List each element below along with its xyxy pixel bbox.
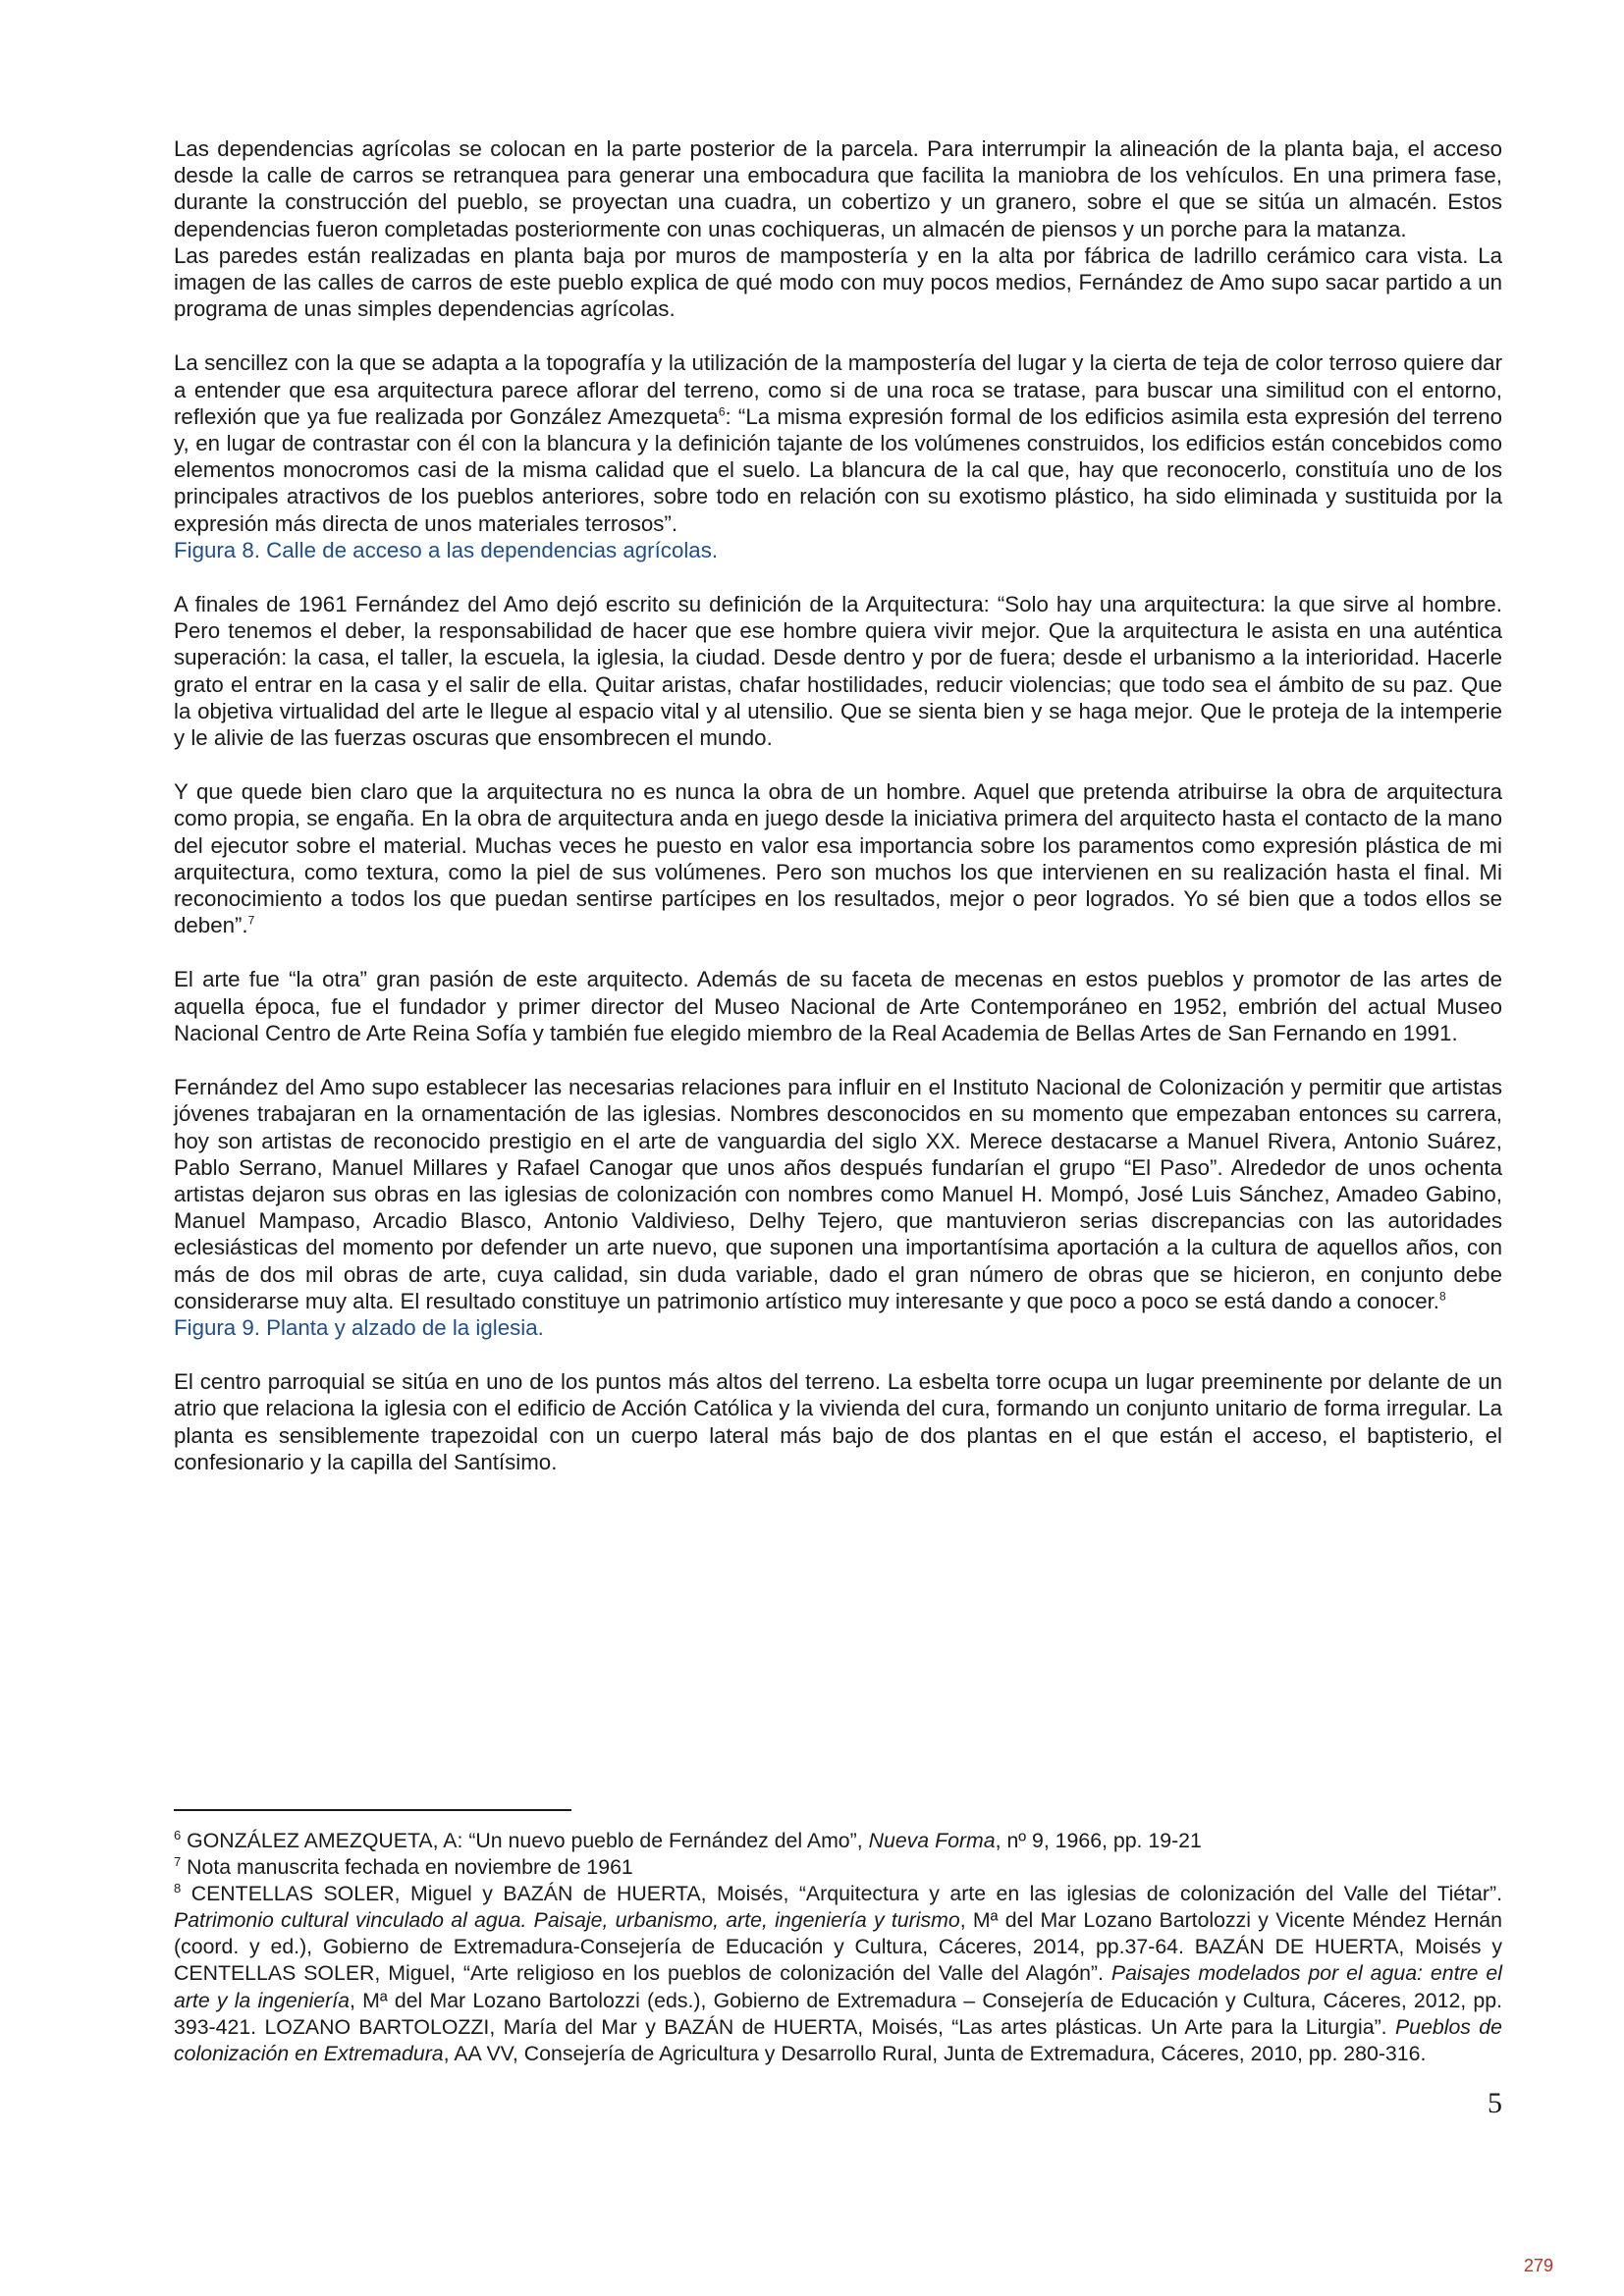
- paragraph: [174, 1074, 1502, 1314]
- footnote-number: 8: [174, 1881, 182, 1896]
- paragraph-text: : “La misma expresión formal de los edificios asimila esta expresión del terreno y, en lugar de contrastar con él con la blancura y la definición tajante de los volúmenes construidos, los edificios están concebidos como elementos monocromos casi de la misma calidad que el suelo. La blancura de la cal que, hay que reconocerlo, constituía uno de los principales atractivos de los pueblos anteriores, sobre todo en relación con su exotismo plástico, ha sido eliminada y sustituida por la expresión más directa de unos materiales terrosos”.: [174, 403, 1502, 536]
- body-text: [174, 135, 1502, 1475]
- paragraph: [174, 349, 1502, 536]
- page-number: 5: [1488, 2087, 1502, 2119]
- paragraph: Las dependencias agrícolas se colocan en la parte posterior de la parcela. Para interrumpir la alineación de la planta baja, el acceso desde la calle de carros se retranquea para generar una embocadura que facilita la maniobra de los vehículos. En una primera fase, durante la construcción del pueblo, se proyectan una cuadra, un cobertizo y un granero, sobre el que se sitúa un almacén. Estos dependencias fueron completadas posteriormente con unas cochiqueras, un almacén de piensos y un porche para la matanza.: [174, 136, 1502, 241]
- footnote-number: 7: [174, 1854, 182, 1869]
- footnote-reference[interactable]: 8: [1439, 1289, 1446, 1304]
- footnote-text: , AA VV, Consejería de Agricultura y Desarrollo Rural, Junta de Extremadura, Cáceres, 2010, pp. 280-316.: [443, 2041, 1427, 2065]
- footnote-text: Nota manuscrita fechada en noviembre de 1961: [187, 1855, 633, 1880]
- footnote-text: GONZÁLEZ AMEZQUETA, A: “Un nuevo pueblo de Fernández del Amo”,: [187, 1829, 869, 1852]
- footnote: [174, 1881, 1502, 2067]
- footnote-title: Nueva Forma: [868, 1829, 996, 1852]
- footnotes: [174, 1828, 1502, 2067]
- paragraph-text: Fernández del Amo supo establecer las necesarias relaciones para influir en el Instituto Nacional de Colonización y permitir que artistas jóvenes trabajaran en la ornamentación de las iglesias. Nombres desconocidos en su momento que empezaban entonces su carrera, hoy son artistas de reconocido prestigio en el arte de vanguardia del siglo XX. Merece destacarse a Manuel Rivera, Antonio Suárez, Pablo Serrano, Manuel Millares y Rafael Canogar que unos años después fundarían el grupo “El Paso”. Alrededor de unos ochenta artistas dejaron sus obras en las iglesias de colonización con nombres como Manuel H. Mompó, José Luis Sánchez, Amadeo Gabino, Manuel Mampaso, Arcadio Blasco, Antonio Valdivieso, Delhy Tejero, que mantuvieron serias discrepancias con las autoridades eclesiásticas del momento por defender un arte nuevo, que suponen una importantísima aportación a la cultura de aquellos años, con más de dos mil obras de arte, cuya calidad, sin duda variable, dado el gran número de obras que se hicieron, en conjunto debe considerarse muy alta. El resultado constituye un patrimonio artístico muy interesante y que poco a poco se está dando a conocer.: [174, 1075, 1502, 1313]
- footnote: [174, 1828, 1502, 1854]
- paragraph: El arte fue “la otra” gran pasión de este arquitecto. Además de su faceta de mecenas en estos pueblos y promotor de las artes de aquella época, fue el fundador y primer director del Museo Nacional de Arte Contemporáneo en 1952, embrión del actual Museo Nacional Centro de Arte Reina Sofía y también fue elegido miembro de la Real Academia de Bellas Artes de San Fernando en 1991.: [174, 967, 1502, 1045]
- footnote-text: CENTELLAS SOLER, Miguel y BAZÁN de HUERTA, Moisés, “Arquitectura y arte en las iglesias de colonización del Valle del Tiétar”.: [190, 1882, 1503, 1906]
- footnote-separator: [174, 1809, 571, 1811]
- footnote-text: , nº 9, 1966, pp. 19-21: [995, 1829, 1202, 1852]
- footnote-reference[interactable]: 6: [718, 404, 726, 419]
- paragraph: A finales de 1961 Fernández del Amo dejó escrito su definición de la Arquitectura: “Solo hay una arquitectura: la que sirve al hombre. Pero tenemos el deber, la responsabilidad de hacer que ese hombre quiera vivir mejor. Que la arquitectura le asista en una auténtica superación: la casa, el taller, la escuela, la iglesia, la ciudad. Desde dentro y por de fuera; desde el urbanismo a la interioridad. Hacerle grato el entrar en la casa y el salir de ella. Quitar aristas, chafar hostilidades, reducir violencias; que todo sea el ámbito de su paz. Que la objetiva virtualidad del arte le llegue al espacio vital y al utensilio. Que se sienta bien y se haga mejor. Que le proteja de la intemperie y le alivie de las fuerzas oscuras que ensombrecen el mundo.: [174, 592, 1502, 751]
- paragraph-text: Y que quede bien claro que la arquitectura no es nunca la obra de un hombre. Aquel que pretenda atribuirse la obra de arquitectura como propia, se engaña. En la obra de arquitectura anda en juego desde la iniciativa primera del arquitecto hasta el contacto de la mano del ejecutor sobre el material. Muchas veces he puesto en valor esa importancia sobre los paramentos como expresión plástica de mi arquitectura, como textura, como la piel de sus volúmenes. Pero son muchos los que intervienen en su realización hasta el final. Mi reconocimiento a todos los que puedan sentirse partícipes en los resultados, mejor o peor logrados. Yo sé bien que a todos ellos se deben”.: [174, 779, 1502, 938]
- footnote-text: , Mª del Mar Lozano Bartolozzi (eds.), Gobierno de Extremadura – Consejería de Educación y Cultura, Cáceres, 2012, pp. 393-421. LOZANO BARTOLOZZI, María del Mar y BAZÁN de HUERTA, Moisés, “Las artes plásticas. Un Arte para la Liturgia”.: [174, 1988, 1502, 2039]
- footnote-text: , Mª del Mar Lozano Bartolozzi y Vicente Méndez Hernán (coord. y ed.), Gobierno de Extremadura-Consejería de Educación y Cultura, Cáceres, 2014, pp.37-64. BAZÁN DE HUERTA, Moisés y CENTELLAS SOLER, Miguel, “Arte religioso en los pueblos de colonización del Valle del Alagón”.: [174, 1908, 1502, 1986]
- document-page-number: 279: [1523, 2256, 1553, 2275]
- footnote-number: 6: [174, 1827, 182, 1842]
- paragraph-text: La sencillez con la que se adapta a la topografía y la utilización de la mampostería del lugar y la cierta de teja de color terroso quiere dar a entender que esa arquitectura parece aflorar del terreno, como si de una roca se tratase, para buscar una similitud con el entorno, reflexión que ya fue realizada por González Amezqueta: [174, 350, 1502, 429]
- paragraph: El centro parroquial se sitúa en uno de los puntos más altos del terreno. La esbelta torre ocupa un lugar preeminente por delante de un atrio que relaciona la iglesia con el edificio de Acción Católica y la vivienda del cura, formando un conjunto unitario de forma irregular. La planta es sensiblemente trapezoidal con un cuerpo lateral más bajo de dos plantas en el que están el acceso, el baptisterio, el confesionario y la capilla del Santísimo.: [174, 1369, 1502, 1474]
- footnote-title: Pueblos de colonización en Extremadura: [174, 2014, 1502, 2065]
- footnote: [174, 1854, 1502, 1881]
- footnote-reference[interactable]: 7: [247, 913, 255, 928]
- paragraph: [174, 778, 1502, 938]
- figure-caption: Figura 9. Planta y alzado de la iglesia.: [174, 1314, 544, 1340]
- footnote-title: Paisajes modelados por el agua: entre el arte y la ingeniería: [174, 1961, 1502, 2012]
- footnote-title: Patrimonio cultural vinculado al agua. Paisaje, urbanismo, arte, ingeniería y turismo: [174, 1908, 960, 1933]
- figure-caption: Figura 8. Calle de acceso a las dependencias agrícolas.: [174, 537, 719, 562]
- paragraph: Las paredes están realizadas en planta baja por muros de mampostería y en la alta por fábrica de ladrillo cerámico cara vista. La imagen de las calles de carros de este pueblo explica de qué modo con muy pocos medios, Fernández de Amo supo sacar partido a un programa de unas simples dependencias agrícolas.: [174, 242, 1502, 322]
